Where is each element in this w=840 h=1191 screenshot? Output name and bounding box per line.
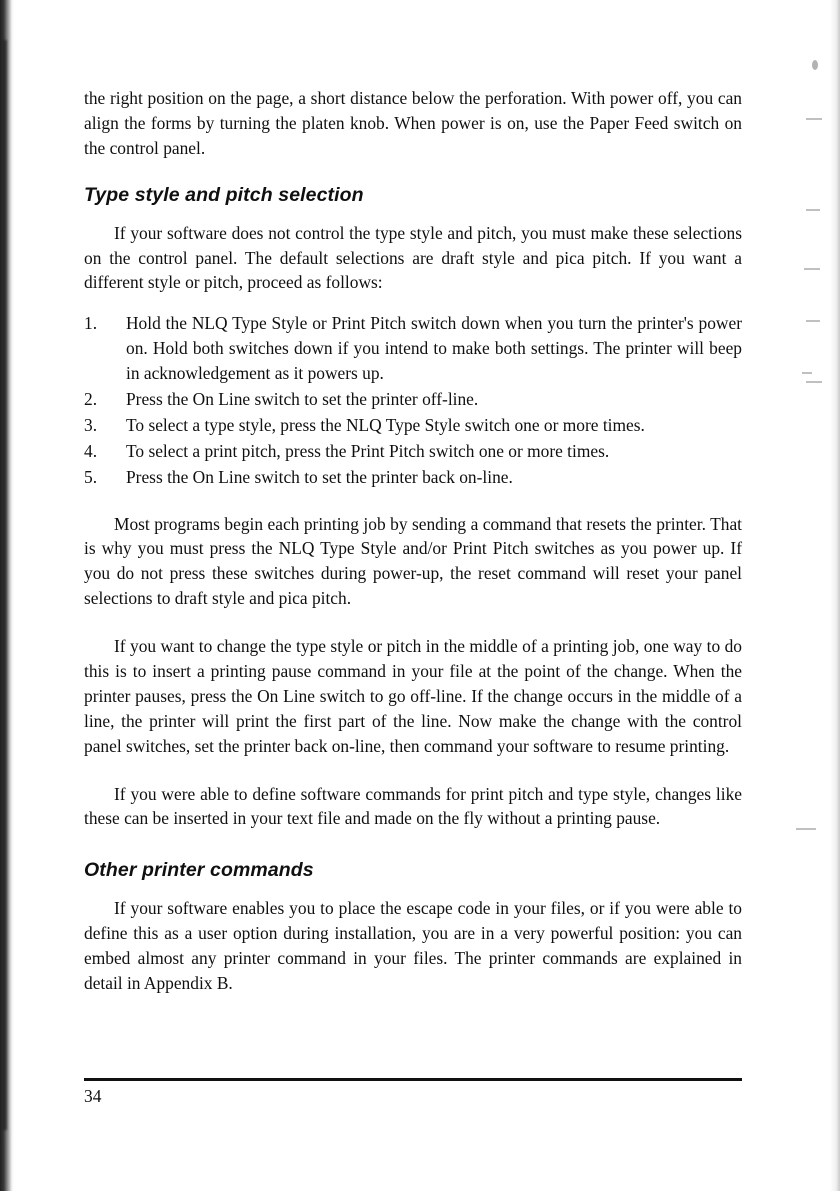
margin-mark — [796, 828, 816, 830]
list-item-number: 5. — [84, 466, 98, 487]
list-item-text: To select a type style, press the NLQ Type Style switch one or more times. — [126, 414, 645, 435]
section-lead-paragraph: If your software does not control the type style and pitch, you must make these selections on the control panel. The default selections are draft style and pica pitch. If you want a different style or pitch, proceed as follows: — [84, 222, 742, 293]
section-heading-type-style: Type style and pitch selection — [84, 183, 364, 206]
margin-mark — [802, 372, 812, 374]
procedure-list — [84, 311, 742, 489]
list-item-text: Press the On Line switch to set the printer back on-line. — [126, 466, 513, 487]
list-item — [84, 439, 742, 464]
body-paragraph: If you want to change the type style or pitch in the middle of a printing job, one way to do this is to insert a printing pause command in your file at the point of the change. When the printer pauses, press the On Line switch to go off-line. If the change occurs in the middle of a line, the printer will print the first part of the line. Now make the change with the control panel switches, set the printer back on-line, then command your software to resume printing. — [84, 636, 742, 756]
scan-edge-left — [0, 0, 14, 1191]
list-item-number: 2. — [84, 389, 98, 410]
list-item-number: 4. — [84, 440, 98, 461]
list-item — [84, 413, 742, 438]
margin-mark — [806, 381, 822, 383]
page-number: 34 — [84, 1086, 102, 1106]
footer-divider — [84, 1078, 742, 1081]
list-item — [84, 387, 742, 412]
section-heading-other-commands: Other printer commands — [84, 859, 314, 882]
margin-mark — [806, 118, 822, 120]
scan-edge-right — [830, 0, 840, 1191]
body-paragraph: Most programs begin each printing job by sending a command that resets the printer. That is why you must press the NLQ Type Style and/or Print Pitch switches as you power up. If you do not press these switches during power-up, the reset command will reset your panel selections to draft style and pica pitch. — [84, 513, 742, 609]
list-item-number: 3. — [84, 414, 98, 435]
list-item-text: Hold the NLQ Type Style or Print Pitch switch down when you turn the printer's power on. Hold both switches down if you intend to make both settings. The printer will beep in acknowledgement as it powers up. — [126, 313, 742, 384]
intro-paragraph: the right position on the page, a short distance below the perforation. With power off, you can align the forms by turning the platen knob. When power is on, use the Paper Feed switch on the control panel. — [84, 88, 742, 158]
list-item-text: To select a print pitch, press the Print Pitch switch one or more times. — [126, 440, 610, 461]
margin-mark — [806, 320, 820, 322]
list-item — [84, 311, 742, 386]
body-paragraph: If you were able to define software commands for print pitch and type style, changes like these can be inserted in your text file and made on the fly without a printing pause. — [84, 783, 742, 829]
page-content — [84, 86, 742, 998]
list-item-number: 1. — [84, 313, 98, 334]
list-item — [84, 465, 742, 490]
margin-mark — [804, 268, 820, 270]
body-paragraph: If your software enables you to place the escape code in your files, or if you were able to define this as a user option during installation, you are in a very powerful position: you can embed almost any printer command in your files. The printer commands are explained in detail in Appendix B. — [84, 898, 742, 994]
margin-mark — [806, 209, 820, 211]
list-item-text: Press the On Line switch to set the printer off-line. — [126, 389, 479, 410]
scan-speck — [812, 60, 818, 70]
